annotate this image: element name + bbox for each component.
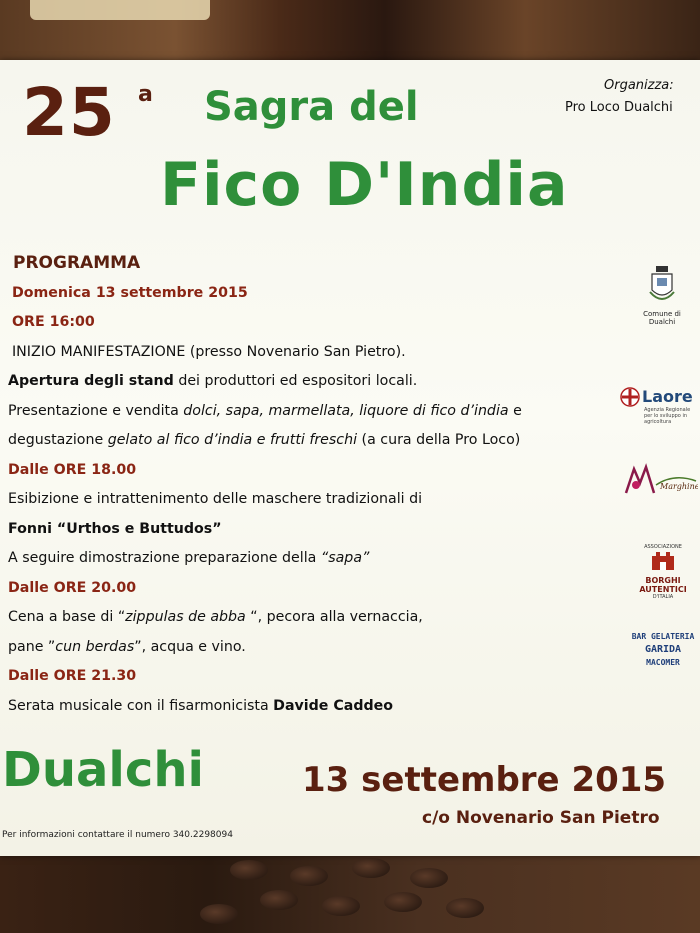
cookie-decoration [322,896,360,916]
programme-bold: Davide Caddeo [273,697,394,714]
programme-line [8,633,618,663]
programme-line [8,367,618,397]
programme-line [8,397,618,427]
programme-italic: zippulas de abba [125,609,246,625]
borghi-emblem-icon [638,550,688,576]
programme-text: pane ” [8,638,56,655]
programme-line: Fonni “Urthos e Buttudos” [8,520,222,537]
background-photo-bottom [0,852,700,933]
programme-time-2: Dalle ORE 18.00 [8,461,137,478]
programme-italic: dolci, sapa, marmellata, liquore di fico d’india [183,402,509,419]
title-line-2: Fico D'India [160,150,569,220]
programme-text: Presentazione e vendita [8,402,184,419]
organizer-name: Pro Loco Dualchi [565,100,673,115]
programme-italic: “sapa” [320,550,370,566]
comune-logo [632,266,692,326]
crest-icon [648,266,676,306]
garida-line-2: GARIDA [644,644,682,655]
programme-text: “, pecora alla vernaccia, [245,609,423,625]
cookie-decoration [230,860,268,880]
programme-line: INIZIO MANIFESTAZIONE (presso Novenario San Pietro). [12,343,406,360]
programme-line [8,544,618,574]
edition-suffix: a [138,82,153,107]
programme-line [8,426,618,456]
programme [8,249,618,721]
cookie-decoration [410,868,448,888]
organizer-label: Organizza: [604,78,674,93]
poster-sheet [0,60,700,856]
programme-text: (a cura della Pro Loco) [357,432,521,448]
background-photo-top [0,0,700,62]
town-name: Dualchi [2,742,204,798]
cookie-decoration [446,898,484,918]
borghi-autentici-logo [638,544,688,600]
programme-bold: Apertura degli stand [8,373,174,389]
laore-name: Laore [642,387,693,406]
programme-text: e [508,402,522,419]
programme-time-4: Dalle ORE 21.30 [8,668,137,684]
cookie-decoration [352,858,390,878]
cookie-decoration [384,892,422,912]
cookie-decoration [200,904,238,924]
programme-day: Domenica 13 settembre 2015 [12,284,248,301]
programme-text: degustazione [8,432,108,448]
comune-caption: Comune di Dualchi [643,310,681,326]
marghine-text: Marghine [660,482,698,491]
laore-logo [620,386,700,425]
programme-text: dei produttori ed espositori locali. [173,373,418,389]
sardinia-flag-icon [620,387,640,407]
cookie-decoration [260,890,298,910]
programme-line [8,692,618,722]
laore-subtitle: Agenzia Regionale per lo sviluppo in agricoltura [644,406,691,425]
programme-time-1: ORE 16:00 [12,314,95,330]
edition-number: 25 [22,74,116,151]
garida-logo [628,632,698,667]
programme-line: Esibizione e intrattenimento delle maschere tradizionali di [8,491,423,507]
borghi-name: BORGHI AUTENTICI [639,576,687,594]
programme-text: Serata musicale con il fisarmonicista [8,697,274,714]
programme-heading: PROGRAMMA [13,253,141,273]
programme-italic: cun berdas [55,638,135,655]
programme-text: ”, acqua e vino. [134,638,246,655]
title-line-1: Sagra del [204,84,419,130]
garida-line-1: BAR GELATERIA [631,632,695,641]
programme-time-3: Dalle ORE 20.00 [8,579,137,596]
garida-line-3: MACOMER [646,658,680,667]
marghine-logo [624,463,698,495]
cookie-decoration [290,866,328,886]
programme-line [8,603,618,633]
event-date: 13 settembre 2015 [302,760,667,800]
programme-text: Cena a base di “ [8,609,126,625]
borghi-region: D'ITALIA [652,594,674,600]
programme-italic: gelato al fico d’india e frutti freschi [107,432,358,448]
contact-info: Per informazioni contattare il numero 340.2298094 [2,830,233,840]
programme-text: A seguire dimostrazione preparazione della [8,550,321,566]
event-venue: c/o Novenario San Pietro [422,808,660,828]
borghi-assoc: ASSOCIAZIONE [644,544,682,550]
